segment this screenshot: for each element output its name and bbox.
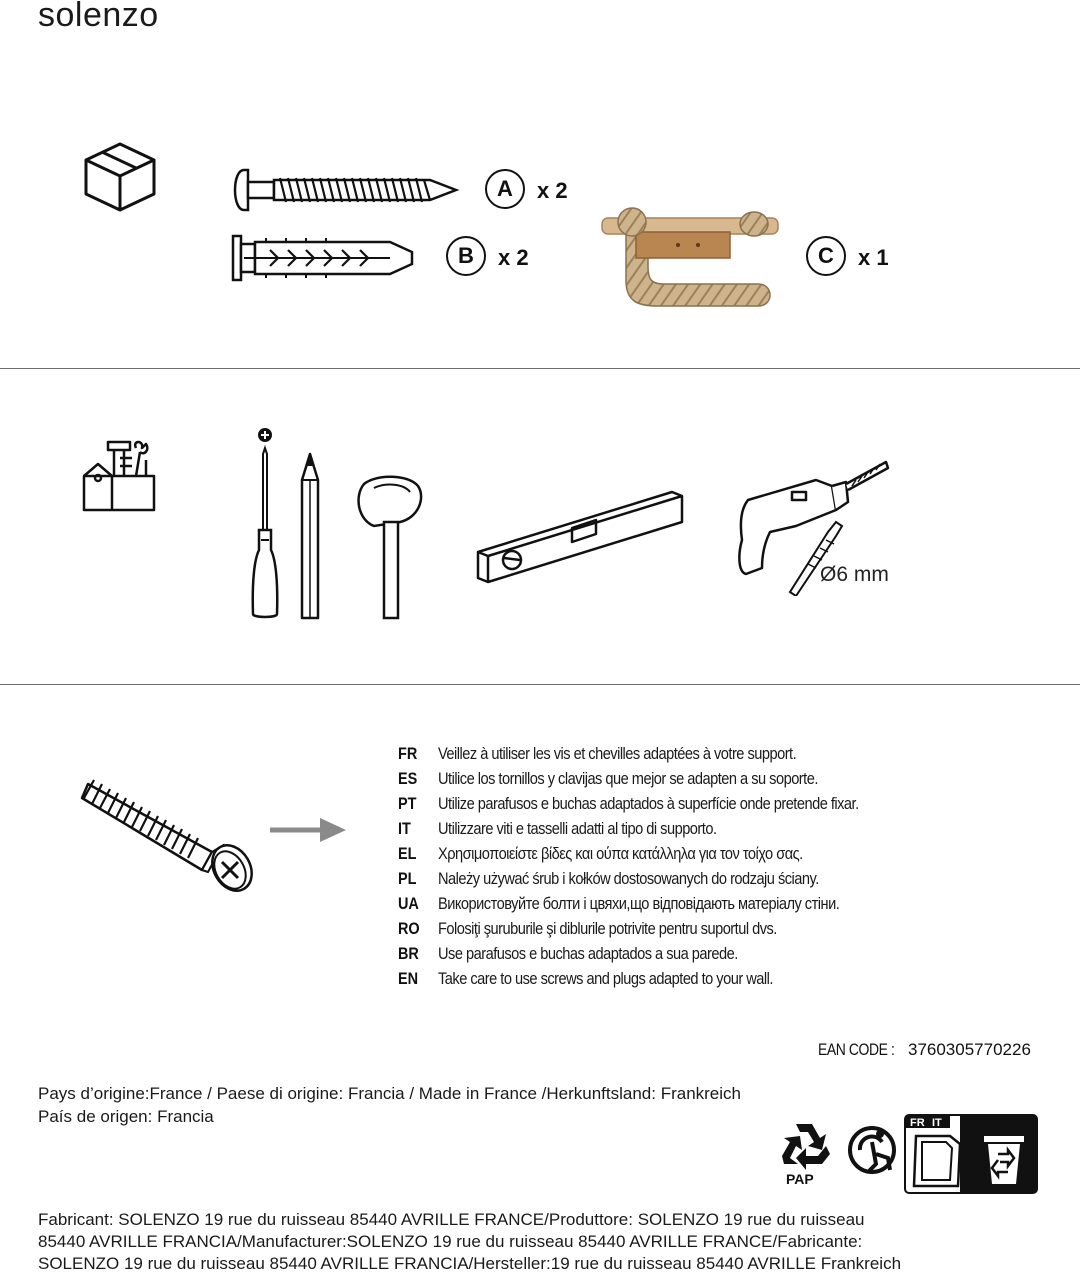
origin-line: País de origen: Francia [38, 1107, 214, 1126]
manufacturer-line: SOLENZO 19 rue du ruisseau 85440 AVRILLE FRANCIA/Hersteller:19 rue du ruisseau 85440 AVRILLE Frankreich [38, 1254, 902, 1273]
recycle-icon [776, 1120, 832, 1172]
instruction-text: Χρησιμοποιείστε βίδες και ούπα κατάλληλα για τον τοίχο σας. [438, 844, 803, 863]
language-code: PL [398, 869, 417, 888]
instruction-text: Utilice los tornillos y clavijas que mejor se adapten a su soporte. [438, 769, 818, 788]
country-of-origin [38, 1082, 741, 1128]
part-a-label: A [485, 169, 525, 209]
instruction-row [398, 769, 998, 794]
instruction-row [398, 919, 998, 944]
drill-bit-size: Ø6 mm [820, 563, 889, 586]
language-code: BR [398, 944, 419, 963]
instruction-row [398, 869, 998, 894]
ean-code [818, 1040, 1031, 1060]
part-c-label: C [806, 236, 846, 276]
phillips-screwdriver-icon [250, 424, 282, 622]
box-icon [80, 138, 160, 214]
pencil-icon [298, 452, 322, 622]
instruction-row [398, 794, 998, 819]
instruction-text: Utilizzare viti e tasselli adatti al tipo di supporto. [438, 819, 717, 838]
instruction-text: Take care to use screws and plugs adapted to your wall. [438, 969, 773, 988]
ean-label: EAN CODE : [818, 1040, 895, 1059]
instruction-text: Використовуйте болти і цвяхи,що відповідають матеріалу стіни. [438, 894, 840, 913]
triman-sorting-icon [904, 1114, 1038, 1194]
section-divider [0, 684, 1080, 685]
instruction-text: Należy używać śrub i kołków dostosowanych do rodzaju ściany. [438, 869, 819, 888]
instruction-text: Veillez à utiliser les vis et chevilles adaptées à votre support. [438, 744, 797, 763]
language-code: UA [398, 894, 419, 913]
wall-plug-icon [230, 232, 416, 284]
part-b-label: B [446, 236, 486, 276]
instruction-text: Utilize parafusos e buchas adaptados à superfície onde pretende fixar. [438, 794, 859, 813]
language-code: ES [398, 769, 418, 788]
toolbox-icon [80, 436, 160, 516]
fr-tag: FR [910, 1117, 925, 1129]
pap-label: PAP [786, 1171, 814, 1187]
instruction-row [398, 744, 998, 769]
manufacturer-info [38, 1209, 1038, 1275]
manufacturer-line: 85440 AVRILLE FRANCIA/Manufacturer:SOLENZO 19 rue du ruisseau 85440 AVRILLE FRANCE/Fabricante: [38, 1232, 863, 1251]
origin-line: Pays d’origine:France / Paese di origine: Francia / Made in France /Herkunftsland: Frankreich [38, 1084, 741, 1103]
rope-toilet-paper-holder-image [598, 202, 782, 314]
instruction-row [398, 969, 998, 994]
section-divider [0, 368, 1080, 369]
ean-value: 3760305770226 [907, 1040, 1031, 1059]
instruction-row [398, 844, 998, 869]
language-code: RO [398, 919, 420, 938]
mallet-icon [356, 472, 428, 622]
language-code: FR [398, 744, 418, 763]
instruction-text: Use parafusos e buchas adaptados a sua parede. [438, 944, 738, 963]
spirit-level-icon [472, 486, 688, 590]
manufacturer-line: Fabricant: SOLENZO 19 rue du ruisseau 85440 AVRILLE FRANCE/Produttore: SOLENZO 19 rue du ruisseau [38, 1210, 865, 1229]
arrow-right-icon [266, 814, 350, 846]
part-a-qty: x 2 [537, 178, 568, 203]
language-code: IT [398, 819, 411, 838]
instruction-row [398, 944, 998, 969]
part-b-qty: x 2 [498, 245, 529, 270]
language-code: PT [398, 794, 417, 813]
screw-icon [230, 166, 462, 214]
instruction-text: Folosiţi şuruburile şi diblurile potrivite pentru suportul dvs. [438, 919, 777, 938]
screw-detail-icon [80, 776, 258, 900]
instruction-row [398, 894, 998, 919]
instruction-row [398, 819, 998, 844]
language-code: EN [398, 969, 419, 988]
part-c-qty: x 1 [858, 245, 889, 270]
language-code: EL [398, 844, 417, 863]
tidyman-icon [846, 1124, 900, 1178]
it-tag: IT [932, 1117, 942, 1129]
instructions-list [398, 744, 998, 994]
brand-logo: solenzo [38, 0, 159, 34]
